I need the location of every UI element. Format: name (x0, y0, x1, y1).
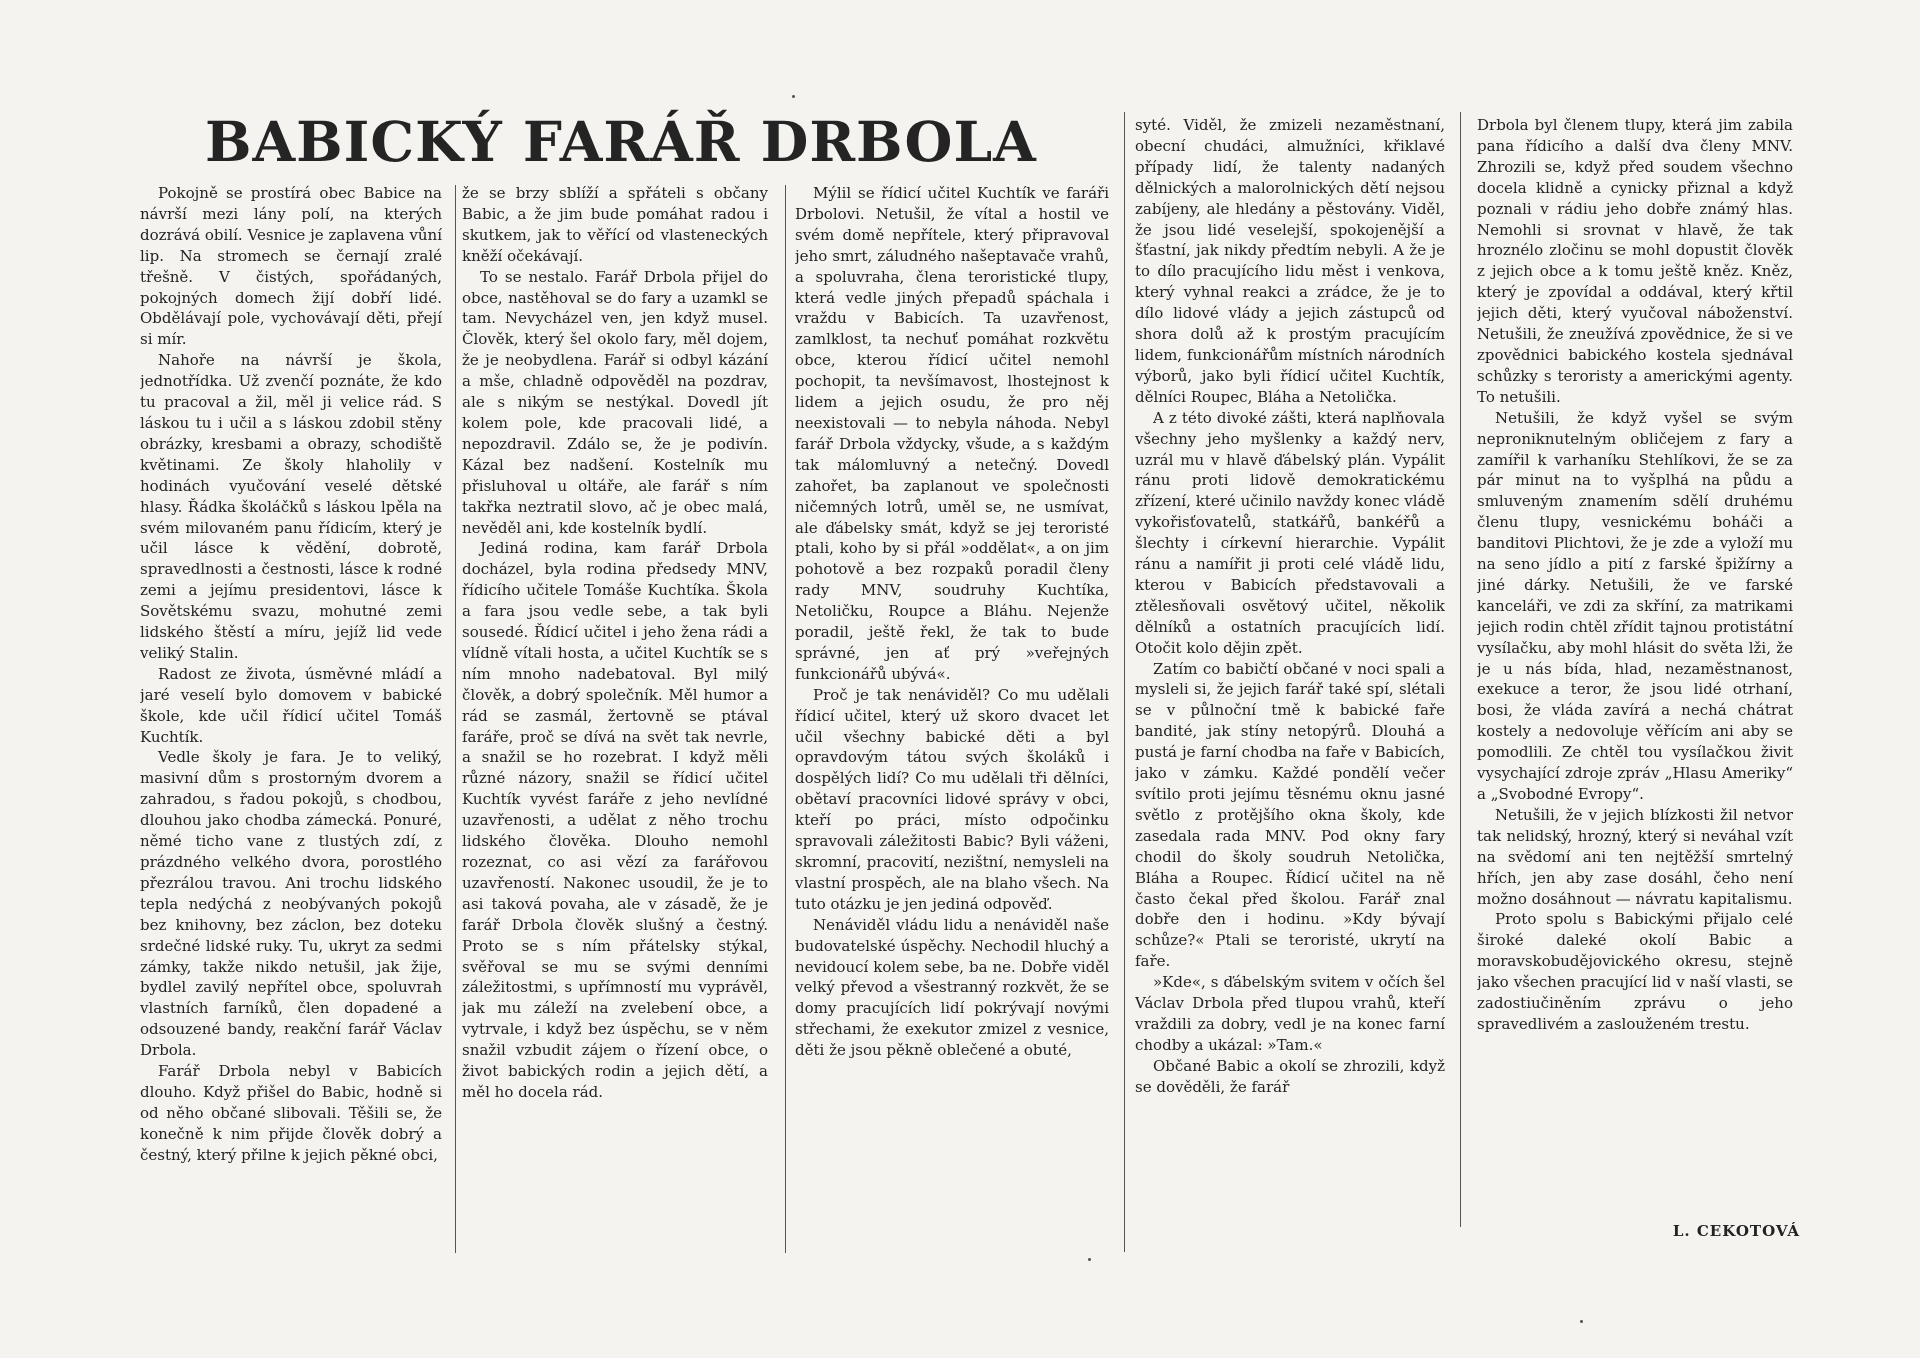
article-paragraph: Farář Drbola nebyl v Babicích dlouho. Když přišel do Babic, hodně si od něho občané slibovali. Těšili se, že konečně k nim přijde člověk dobrý a čestný, který přilne k jejich pěkné obci, (140, 1062, 442, 1164)
article-paragraph: Vedle školy je fara. Je to veliký, masivní dům s prostorným dvorem a zahradou, s řadou pokojů, s chodbou, dlouhou jako chodba zámecká. Ponuré, němé ticho vane z tlustých zdí, z prázdného velkého dvora, porostlého přezrálou travou. Ani trochu lidského tepla nedýchá z neobývaných pokojů bez knihovny, bez záclon, bez doteku srdečné lidské ruky. Tu, ukryt za sedmi zámky, takže nikdo netušil, jak žije, bydlel zavilý nepřítel obce, spoluvrah vlastních farníků, člen dopadené a odsouzené bandy, reakční farář Václav Drbola. (140, 748, 442, 1060)
article-paragraph: Nahoře na návrší je škola, jednotřídka. Už zvenčí poznáte, že kdo tu pracoval a žil, měl ji velice rád. S láskou tu i učil a s láskou zdobil stěny obrázky, kresbami a obrazy, schodiště květinami. Ze školy hlaholily v hodinách vyučování veselé dětské hlasy. Řádka školáčků s láskou lpěla na svém milovaném panu řídicím, který je učil lásce k vědění, dobrotě, spravedlnosti a čestnosti, lásce k rodné zemi a jejímu presidentovi, lásce k Sovětskému svazu, mohutné zemi lidského štěstí a míru, jejíž lid vede veliký Stalin. (140, 351, 442, 662)
column-divider (1124, 112, 1125, 1252)
article-paragraph: Nenáviděl vládu lidu a nenáviděl naše budovatelské úspěchy. Nechodil hluchý a nevidoucí kolem sebe, ba ne. Dobře viděl velký převod a všestranný rozkvět, že se domy pracujících lidí pokrývají novými střechami, že exekutor zmizel z vesnice, děti že jsou pěkně oblečené a obuté, (795, 915, 1109, 1060)
article-paragraph: Drbola byl členem tlupy, která jim zabila pana řídicího a další dva členy MNV. Zhrozili se, když před soudem všechno docela klidně a cynicky přiznal a když poznali v rádiu jeho dobře známý hlas. Nemohli si srovnat v hlavě, že tak hroznélo zločinu se mohl dopustit člověk z jejich obce a k tomu ještě kněz. Kněz, který je zpovídal a oddával, který křtil jejich děti, který vyučoval náboženství. Netušili, že zneužívá zpovědnice, že si ve zpovědnici babického kostela sjednával schůzky s teroristy a americkými agenty. To netušili. (1477, 116, 1793, 406)
article-paragraph: Zatím co babičtí občané v noci spali a mysleli si, že jejich farář také spí, slétali se v půlnoční tmě k babické faře bandité, jak stíny netopýrů. Dlouhá a pustá je farní chodba na faře v Babicích, jako v zámku. Každé pondělí večer svítilo proti jejímu těsnému oknu jasné světlo z protějšího okna školy, kde zasedala rada MNV. Pod okny fary chodil do školy soudruh Netolička, Bláha a Roupec. Řídicí učitel na ně často čekal před školou. Farář znal dobře den i hodinu. »Kdy bývají schůze?« Ptali se teroristé, ukrytí na faře. (1135, 659, 1445, 971)
column-divider (455, 185, 456, 1253)
article-headline: BABICKÝ FARÁŘ DRBOLA (205, 109, 1037, 174)
article-paragraph: Radost ze života, úsměvné mládí a jaré veselí bylo domovem v babické škole, kde učil řídicí učitel Tomáš Kuchtík. (140, 664, 442, 746)
print-speck (792, 95, 795, 98)
print-speck (1580, 1320, 1583, 1323)
article-column-2 (462, 183, 768, 1258)
article-paragraph: »Kde«, s ďábelským svitem v očích šel Václav Drbola před tlupou vrahů, kteří vraždili za dobry, vedl je na konec farní chodby a ukázal: »Tam.« (1135, 973, 1445, 1054)
article-paragraph: Proto spolu s Babickými přijalo celé široké daleké okolí Babic a moravskobudějovického okresu, stejně jako všechen pracující lid v naší vlasti, se zadostiučiněním zprávu o jeho spravedlivém a zaslouženém trestu. (1477, 910, 1793, 1033)
article-paragraph: Netušili, že v jejich blízkosti žil netvor tak nelidský, hrozný, který si neváhal vzít na svědomí ani ten nejtěžší smrtelný hřích, jen aby zase dosáhl, čeho není možno dosáhnout — návratu kapitalismu. (1477, 805, 1793, 908)
column-divider (785, 185, 786, 1253)
column-divider (1460, 112, 1461, 1227)
article-column-5 (1477, 115, 1793, 1213)
article-paragraph: Proč je tak nenáviděl? Co mu udělali řídicí učitel, který už skoro dvacet let učil všechny babické děti a byl opravdovým tátou svých školáků i dospělých lidí? Co mu udělali tři dělníci, obětaví pracovníci lidové správy v obci, kteří po práci, místo odpočinku spravovali záležitosti Babic? Byli váženi, skromní, pracovití, nezištní, nemysleli na vlastní prospěch, ale na blaho všech. Na tuto otázku je jen jediná odpověď. (795, 685, 1109, 913)
article-paragraph: syté. Viděl, že zmizeli nezaměstnaní, obecní chudáci, almužníci, křiklavé případy lidí, že talenty nadaných dělnických a malorolnických dětí nejsou zabíjeny, ale hledány a pěstovány. Viděl, že jsou lidé veselejší, spokojenější a šťastní, jak nikdy předtím nebyli. A že je to dílo pracujícího lidu měst i venkova, který vyhnal reakci a zrádce, že je to dílo lidové vlády a jejich zástupců od shora dolů až k prostým pracujícím lidem, funkcionářům místních národních výborů, jako byli řídicí učitel Kuchtík, dělníci Roupec, Bláha a Netolička. (1135, 116, 1445, 406)
article-column-4 (1135, 115, 1445, 1235)
article-paragraph: Občané Babic a okolí se zhrozili, když se dověděli, že farář (1135, 1056, 1445, 1096)
article-paragraph: Mýlil se řídicí učitel Kuchtík ve faráři Drbolovi. Netušil, že vítal a hostil ve svém domě nepřítele, který připravoval jeho smrt, záludného našeptavače vrahů, a spoluvraha, člena teroristické tlupy, která vedle jiných přepadů spáchala i vraždu v Babicích. Ta uzavřenost, zamlklost, ta nechuť pomáhat rozkvětu obce, kterou řídicí učitel nemohl pochopit, ta nevšímavost, lhostejnost k lidem a jejich osudu, že pro něj neexistovali — to nebyla náhoda. Nebyl farář Drbola vždycky, všude, a s každým tak málomluvný a netečný. Dovedl zahořet, ba zaplanout ve společnosti ničemných lotrů, uměl se, ne usmívat, ale ďábelsky smát, když se jej teroristé ptali, koho by si přál »oddělat«, a on jim pohotově a bez rozpaků poradil členy rady MNV, soudruhy Kuchtíka, Netoličku, Roupce a Bláhu. Nejenže poradil, ještě řekl, že tak to bude správné, jen ať prý »veřejných funkcionářů ubývá«. (795, 184, 1109, 683)
author-signature: L. CEKOTOVÁ (1672, 1222, 1800, 1240)
print-speck (1088, 1258, 1091, 1261)
article-paragraph: To se nestalo. Farář Drbola přijel do obce, nastěhoval se do fary a uzamkl se tam. Nevycházel ven, jen když musel. Člověk, který šel okolo fary, měl dojem, že je neobydlena. Farář si odbyl kázání a mše, chladně odpověděl na pozdrav, ale s nikým se nestýkal. Dovedl jít kolem pole, kde pracovali lidé, a nepozdravil. Zdálo se, že je podivín. Kázal bez nadšení. Kostelník mu přisluhoval u oltáře, ale farář s ním takřka neztratil slovo, ač je obec malá, nevěděl ani, kde kostelník bydlí. (462, 267, 768, 537)
article-paragraph: Jediná rodina, kam farář Drbola docházel, byla rodina předsedy MNV, řídicího učitele Tomáše Kuchtíka. Škola a fara jsou vedle sebe, a tak byli sousedé. Řídicí učitel i jeho žena rádi a vlídně vítali hosta, a učitel Kuchtík se s ním mnoho nadebatoval. Byl milý člověk, a dobrý společník. Měl humor a rád se zasmál, žertovně se ptával faráře, proč se dívá na svět tak nevrle, a snažil se ho rozebrat. I když měli různé názory, snažil se řídicí učitel Kuchtík vyvést faráře z jeho nevlídné uzavřenosti, a udělat z něho trochu lidského člověka. Dlouho nemohl rozeznat, co asi vězí za farářovou uzavřeností. Nakonec usoudil, že je to asi taková povaha, ale v zásadě, že je farář Drbola člověk slušný a čestný. Proto se s ním přátelsky stýkal, svěřoval se mu se svými denními záležitostmi, s upřímností mu vyprávěl, jak mu záleží na zvelebení obce, a vytrvale, i když bez úspěchu, se v něm snažil vzbudit zájem o řízení obce, o život babických rodin a jejich dětí, a měl ho docela rád. (462, 539, 768, 1101)
article-column-3 (795, 183, 1109, 1258)
article-column-1 (140, 183, 442, 1258)
article-paragraph: že se brzy sblíží a spřáteli s občany Babic, a že jim bude pomáhat radou i skutkem, jak to věřící od vlasteneckých kněží očekávají. (462, 184, 768, 265)
article-paragraph: Netušili, že když vyšel se svým neproniknutelným obličejem z fary a zamířil k varhaníku Stehlíkovi, že se za pár minut na to vyšplhá na půdu a smluveným znamením sdělí druhému členu tlupy, vesnickému boháči a banditovi Plichtovi, že je zde a vyloží mu na seno jídlo a pití z farské špižírny a jiné dárky. Netušili, že ve farské kanceláři, ve zdi za skříní, za matrikami jejich rodin chtěl zřídit tajnou protistátní vysílačku, aby mohl hlásit do světa lži, že je u nás bída, hlad, nezaměstnanost, exekuce a teror, že jsou lidé otrhaní, bosi, že vláda zavírá a nechá chátrat kostely a nedovoluje věřícím ani aby se pomodlili. Ze chtěl tou vysílačkou živit vysychající zdroje zpráv „Hlasu Ameriky“ a „Svobodné Evropy“. (1477, 408, 1793, 803)
article-paragraph: A z této divoké zášti, která naplňovala všechny jeho myšlenky a každý nerv, uzrál mu v hlavě ďábelský plán. Vypálit ránu proti lidově demokratickému zřízení, které učinilo navždy konec vládě vykořisťovatelů, statkářů, bankéřů a šlechty i církevní hierarchie. Vypálit ránu a namířit ji proti celé vládě lidu, kterou v Babicích představovali a ztělesňovali osvětový učitel, několik dělníků a ostatních pracujících lidí. Otočit kolo dějin zpět. (1135, 408, 1445, 657)
article-paragraph: Pokojně se prostírá obec Babice na návrší mezi lány polí, na kterých dozrává obilí. Vesnice je zaplavena vůní lip. Na stromech se černají zralé třešně. V čistých, spořádaných, pokojných domech žijí dobří lidé. Obdělávají pole, vychovávají děti, přejí si mír. (140, 184, 442, 349)
